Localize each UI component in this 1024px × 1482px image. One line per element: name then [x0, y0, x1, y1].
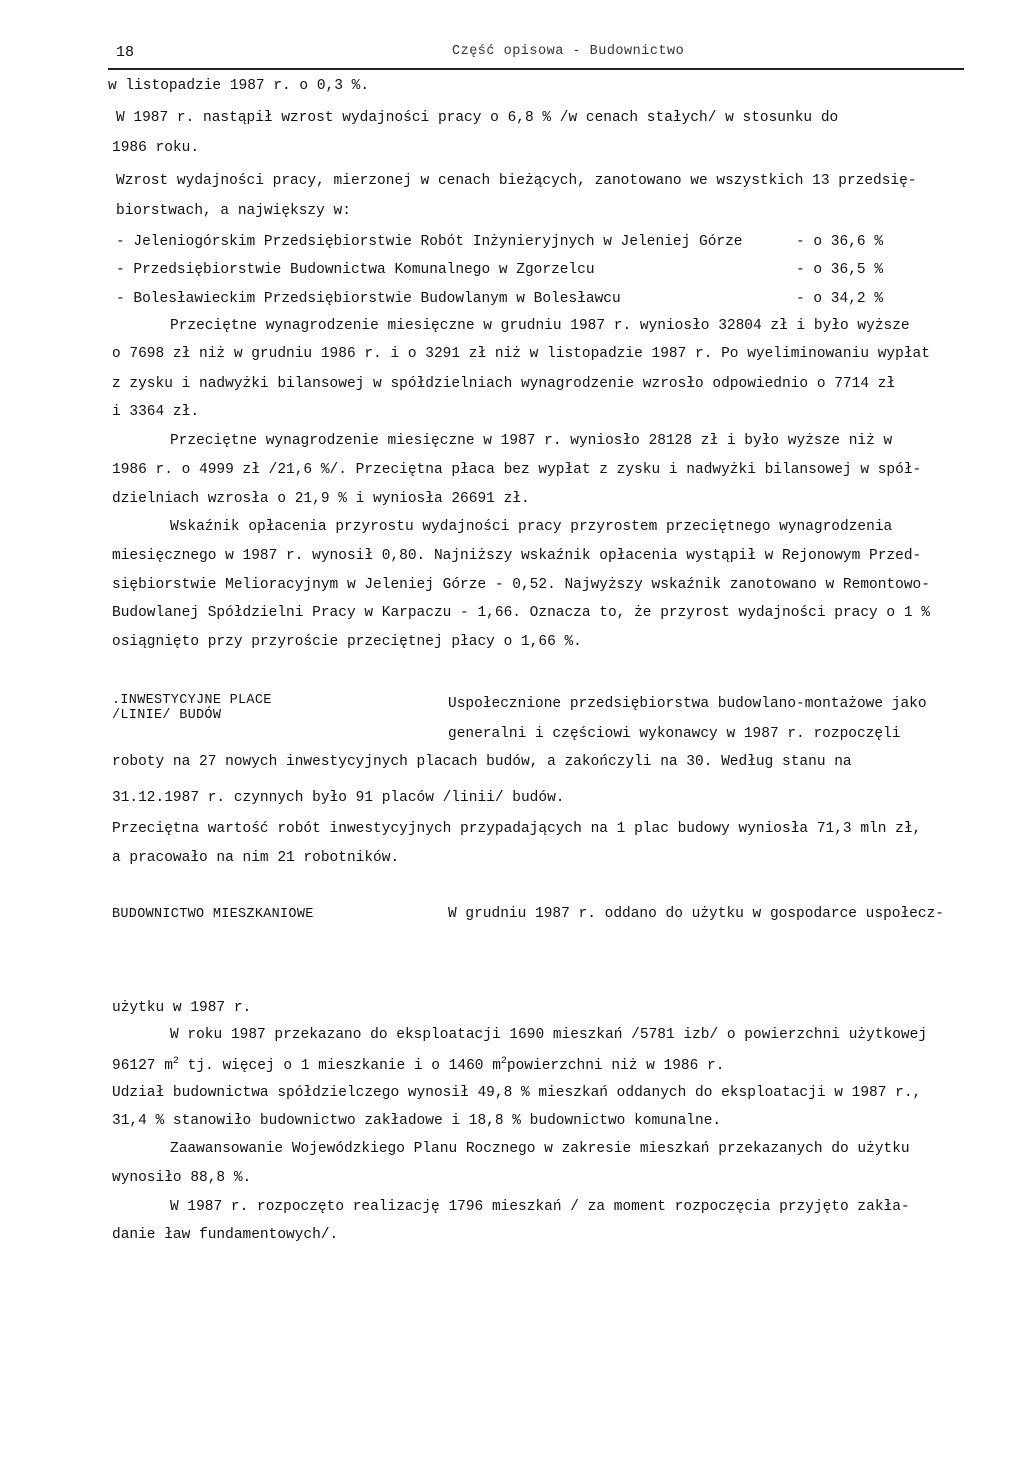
text-line: miesięcznego w 1987 r. wynosił 0,80. Najniższy wskaźnik opłacenia wystąpił w Rejonowym Przed-	[112, 548, 922, 564]
text-line: generalni i częściowi wykonawcy w 1987 r. rozpoczęli	[448, 726, 901, 742]
text-line: i 3364 zł.	[112, 404, 200, 420]
text-line: osiągnięto przy przyroście przeciętnej płacy o 1,66 %.	[112, 634, 582, 650]
text-line: Udział budownictwa spółdzielczego wynosił 49,8 % mieszkań oddanych do eksploatacji w 1987 r.,	[112, 1085, 922, 1101]
section-heading-line: /LINIE/ BUDÓW	[112, 707, 222, 723]
text-line: Wzrost wydajności pracy, mierzonej w cenach bieżących, zanotowano we wszystkich 13 przedsię-	[116, 173, 917, 189]
text-line: o 7698 zł niż w grudniu 1986 r. i o 3291 zł niż w listopadzie 1987 r. Po wyeliminowaniu wypłat	[112, 346, 930, 362]
page-number: 18	[116, 44, 135, 61]
list-item-label: - Bolesławieckim Przedsiębiorstwie Budowlanym w Bolesławcu	[116, 291, 621, 307]
text-line: 31.12.1987 r. czynnych było 91 placów /linii/ budów.	[112, 790, 565, 806]
header-rule	[108, 68, 964, 70]
superscript: 2	[500, 1056, 507, 1067]
section-heading-line: .INWESTYCYJNE PLACE	[112, 693, 272, 708]
text-line: siębiorstwie Melioracyjnym w Jeleniej Górze - 0,52. Najwyższy wskaźnik zanotowano w Remontowo-	[112, 577, 930, 593]
text-line: roboty na 27 nowych inwestycyjnych placach budów, a zakończyli na 30. Według stanu na	[112, 754, 852, 770]
text-line: W grudniu 1987 r. oddano do użytku w gospodarce uspołecz-	[448, 906, 944, 922]
text-line: Przeciętne wynagrodzenie miesięczne w 1987 r. wyniosło 28128 zł i było wyższe niż w	[170, 433, 893, 449]
text-line: użytku w 1987 r.	[112, 1000, 252, 1016]
text-line: W 1987 r. rozpoczęto realizację 1796 mieszkań / za moment rozpoczęcia przyjęto zakła-	[170, 1199, 910, 1215]
running-head: Część opisowa - Budownictwo	[452, 44, 685, 59]
text-line: biorstwach, a największy w:	[116, 203, 351, 219]
text-line: danie ław fundamentowych/.	[112, 1227, 339, 1243]
text-line: Zaawansowanie Wojewódzkiego Planu Rocznego w zakresie mieszkań przekazanych do użytku	[170, 1141, 910, 1157]
text-line: Budowlanej Spółdzielni Pracy w Karpaczu - 1,66. Oznacza to, że przyrost wydajności pracy o 1 %	[112, 605, 930, 621]
text-line	[112, 1056, 724, 1074]
text-line: 1986 roku.	[112, 140, 200, 156]
text-fragment: tj. więcej o 1 mieszkanie i o 1460 m	[178, 1057, 501, 1074]
list-item-label: - Przedsiębiorstwie Budownictwa Komunalnego w Zgorzelcu	[116, 262, 595, 278]
text-line: Uspołecznione przedsiębiorstwa budowlano-montażowe jako	[448, 696, 927, 712]
text-line: W 1987 r. nastąpił wzrost wydajności pracy o 6,8 % /w cenach stałych/ w stosunku do	[116, 110, 839, 126]
superscript: 2	[172, 1056, 179, 1067]
text-line: W roku 1987 przekazano do eksploatacji 1690 mieszkań /5781 izb/ o powierzchni użytkowej	[170, 1027, 928, 1043]
list-item-label: - Jeleniogórskim Przedsiębiorstwie Robót Inżynieryjnych w Jeleniej Górze	[116, 234, 743, 250]
list-item-value: - o 36,6 %	[796, 234, 884, 250]
section-heading	[112, 694, 272, 724]
section-heading: BUDOWNICTWO MIESZKANIOWE	[112, 907, 314, 922]
text-line: wynosiło 88,8 %.	[112, 1170, 252, 1186]
text-line: Wskaźnik opłacenia przyrostu wydajności pracy przyrostem przeciętnego wynagrodzenia	[170, 519, 893, 535]
text-line: w listopadzie 1987 r. o 0,3 %.	[108, 78, 370, 94]
text-fragment: 96127 m	[112, 1057, 173, 1074]
text-line: Przeciętna wartość robót inwestycyjnych przypadających na 1 plac budowy wyniosła 71,3 mln zł,	[112, 821, 922, 837]
text-line: a pracowało na nim 21 robotników.	[112, 850, 400, 866]
list-item-value: - o 34,2 %	[796, 291, 884, 307]
text-line: dzielniach wzrosła o 21,9 % i wyniosła 26691 zł.	[112, 491, 530, 507]
text-line: Przeciętne wynagrodzenie miesięczne w grudniu 1987 r. wyniosło 32804 zł i było wyższe	[170, 318, 910, 334]
text-fragment: powierzchni niż w 1986 r.	[506, 1057, 725, 1074]
text-line: 31,4 % stanowiło budownictwo zakładowe i 18,8 % budownictwo komunalne.	[112, 1113, 722, 1129]
text-line: 1986 r. o 4999 zł /21,6 %/. Przeciętna płaca bez wypłat z zysku i nadwyżki bilansowej w spół-	[112, 462, 922, 478]
text-line: z zysku i nadwyżki bilansowej w spółdzielniach wynagrodzenie wzrosło odpowiednio o 7714 zł	[112, 376, 896, 392]
list-item-value: - o 36,5 %	[796, 262, 884, 278]
